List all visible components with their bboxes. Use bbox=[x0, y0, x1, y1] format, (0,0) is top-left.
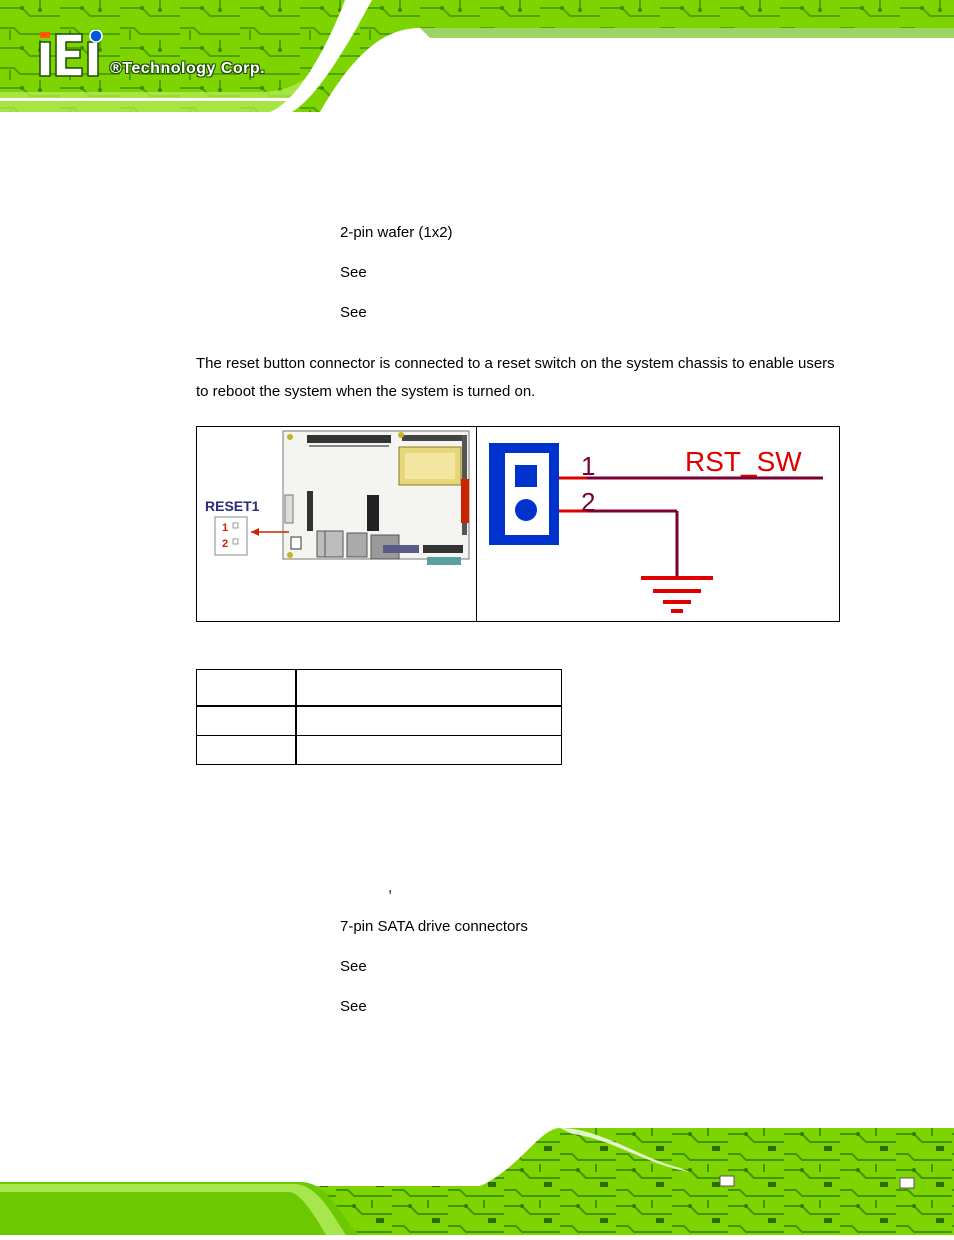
table-cell bbox=[296, 736, 562, 765]
sata-heading-comma: , bbox=[388, 879, 393, 896]
reset-location-ref: See bbox=[340, 264, 367, 281]
table-cell bbox=[197, 736, 297, 765]
table-row bbox=[197, 706, 562, 736]
reset-schematic bbox=[477, 427, 839, 621]
table-header-row bbox=[197, 670, 562, 707]
page-header bbox=[0, 0, 954, 112]
schematic-pin1-label: 1 bbox=[581, 451, 596, 481]
schematic-signal-label: RST_SW bbox=[685, 446, 802, 477]
table-cell bbox=[197, 706, 297, 736]
company-name: ®Technology Corp. bbox=[110, 60, 266, 77]
table-header-cell bbox=[296, 670, 562, 707]
pin1-square bbox=[515, 465, 537, 487]
table-row bbox=[197, 736, 562, 765]
pcb-banner-top bbox=[0, 0, 954, 112]
board-pin1-label: 1 bbox=[222, 522, 229, 534]
reset-pinout-table bbox=[196, 669, 562, 765]
iei-logo-icon bbox=[38, 30, 108, 80]
reset-pinout-ref: See bbox=[340, 304, 367, 321]
sata-location-ref: See bbox=[340, 958, 367, 975]
table-cell bbox=[296, 706, 562, 736]
reset-connector-figure bbox=[196, 426, 840, 622]
board-reset-label: RESET1 bbox=[205, 498, 260, 514]
pcb-banner-bottom bbox=[0, 1128, 954, 1235]
sata-connector-type: 7-pin SATA drive connectors bbox=[340, 918, 528, 935]
board-location-diagram bbox=[197, 427, 476, 621]
schematic-pin2-label: 2 bbox=[581, 487, 596, 517]
sata-pinout-ref: See bbox=[340, 998, 367, 1015]
reset-description: The reset button connector is connected to a reset switch on the system chassis to enable users to reboot the system when the system is turned on. bbox=[196, 355, 835, 400]
board-pin2-label: 2 bbox=[222, 538, 229, 550]
pin2-circle bbox=[515, 499, 537, 521]
reset-connector-type: 2-pin wafer (1x2) bbox=[340, 224, 453, 241]
table-header-cell bbox=[197, 670, 297, 707]
page-footer bbox=[0, 1128, 954, 1235]
